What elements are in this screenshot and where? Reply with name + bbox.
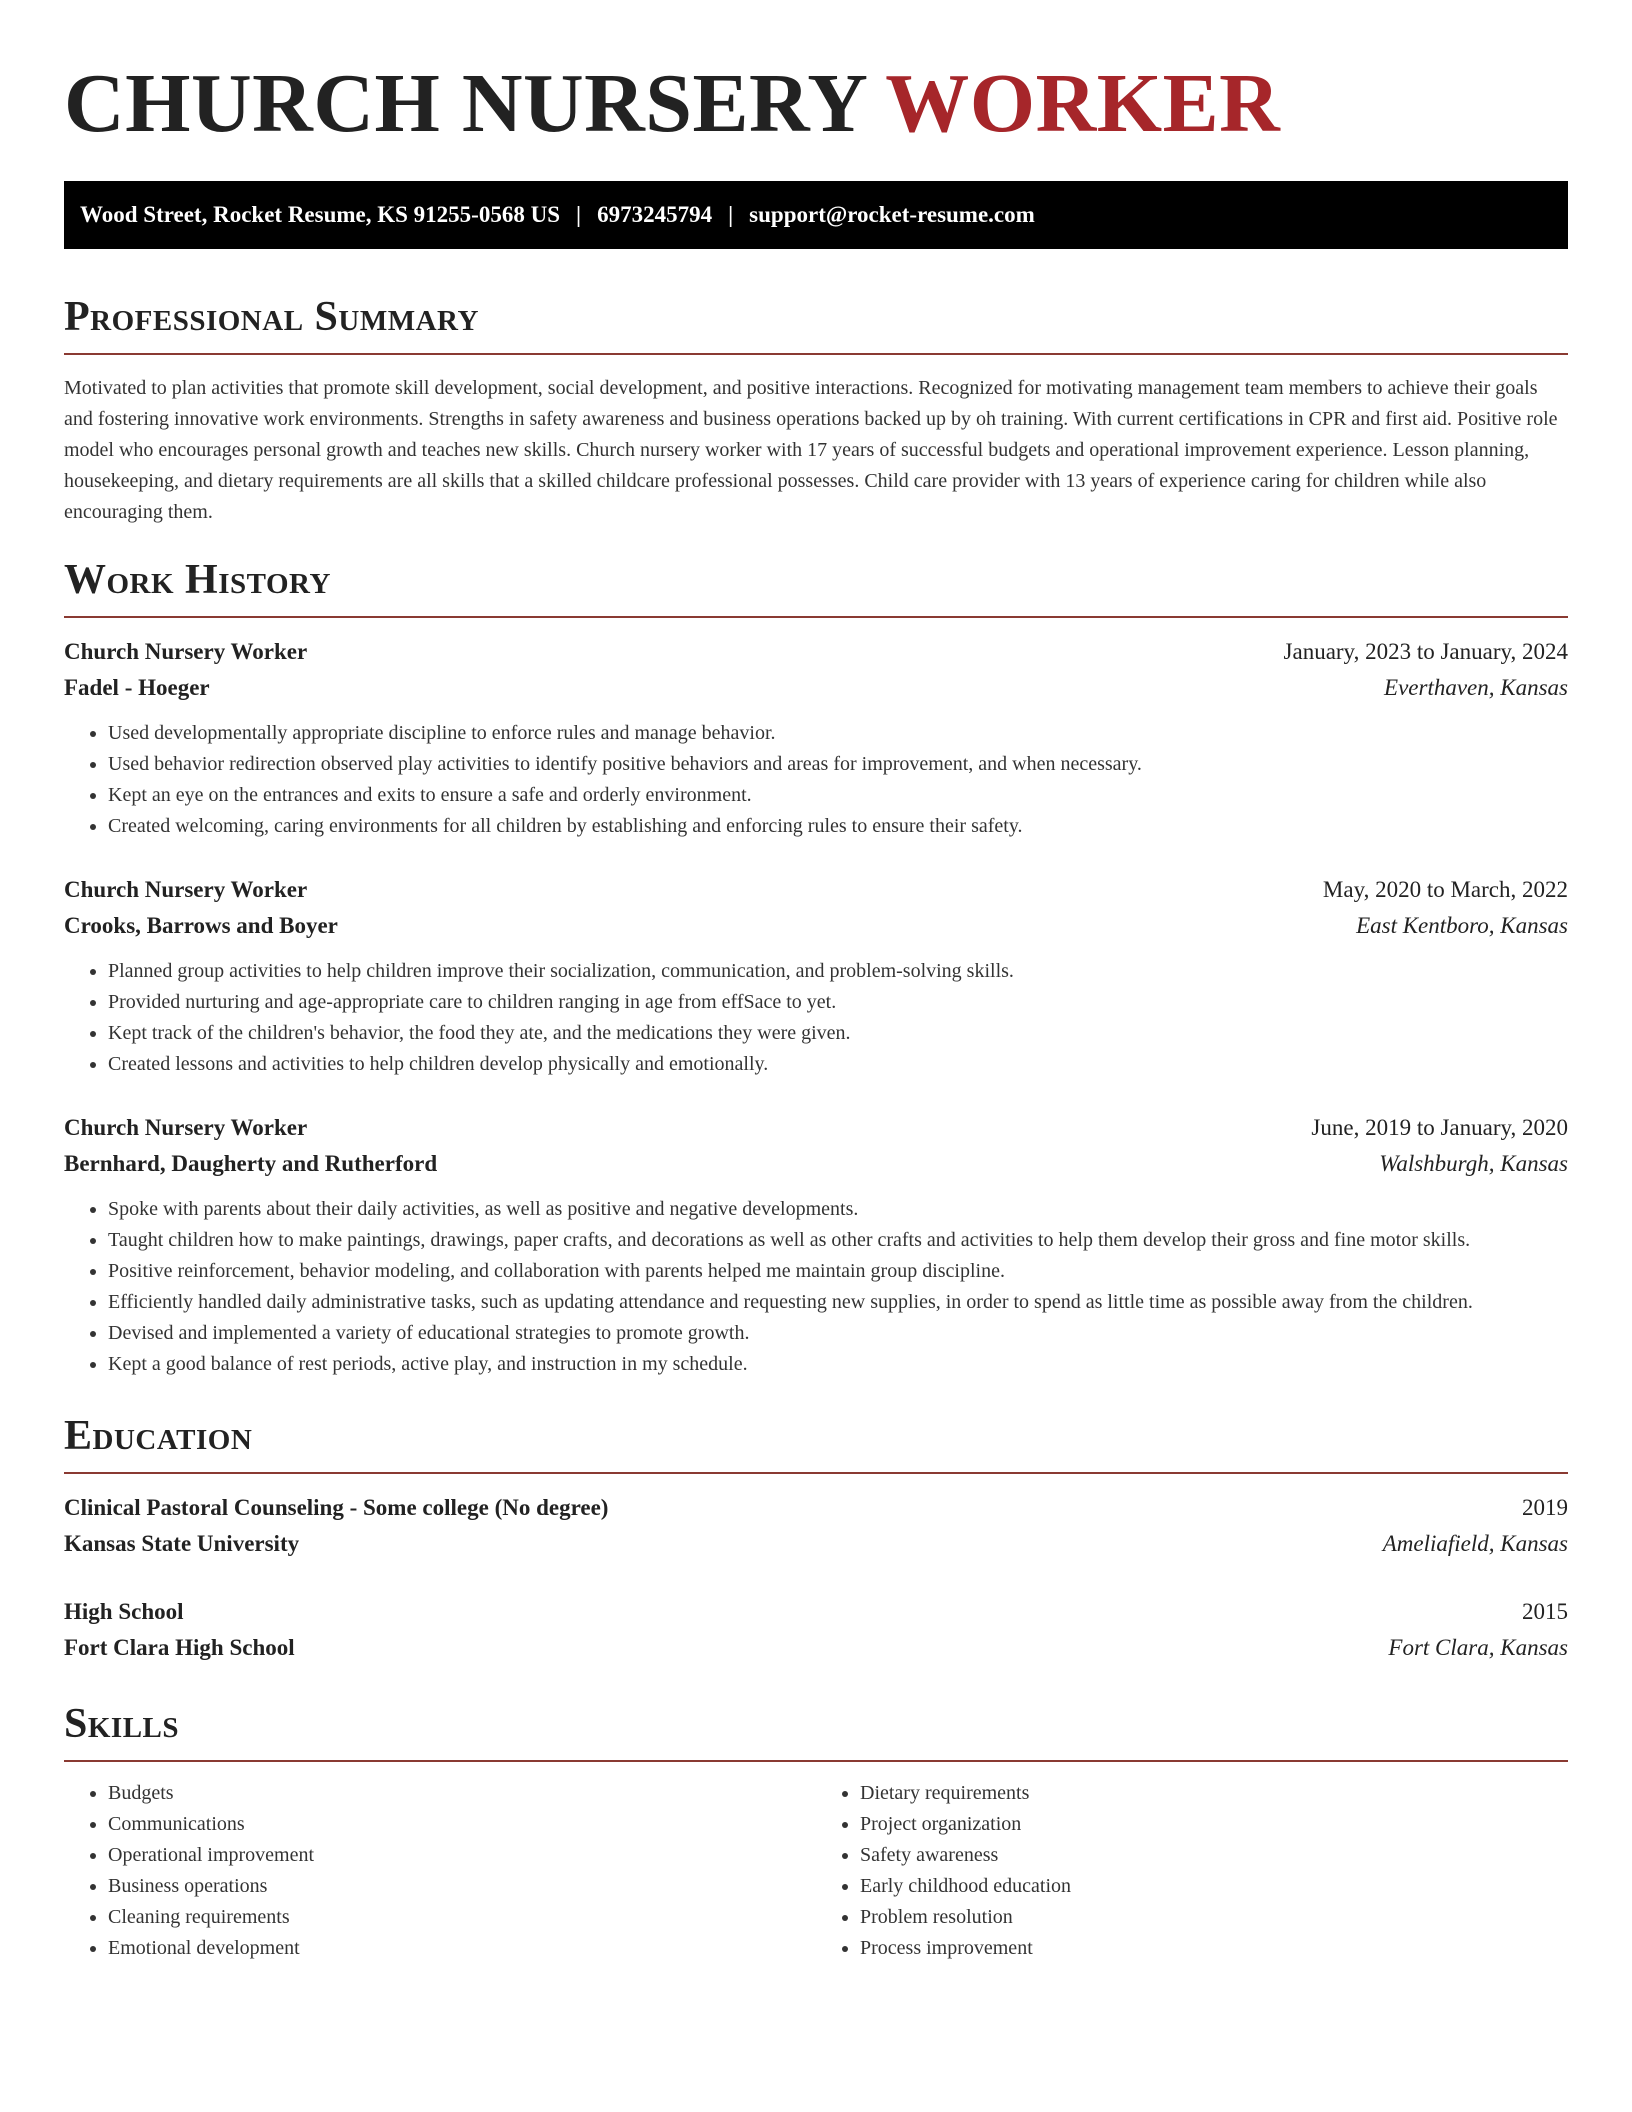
skills-column-right	[816, 1778, 1568, 1964]
job-entry	[64, 872, 1568, 1080]
job-dates: June, 2019 to January, 2020	[1311, 1114, 1568, 1140]
list-item: • Planned group activities to help children improve their socialization, communication, and problem-solving skills.	[108, 956, 1568, 987]
skills-column-left	[64, 1778, 816, 1964]
skill-item: • Emotional development	[108, 1933, 816, 1964]
list-item: • Kept a good balance of rest periods, active play, and instruction in my schedule.	[108, 1349, 1568, 1380]
education-entry	[64, 1594, 1568, 1666]
education-school: Fort Clara High School	[64, 1634, 295, 1660]
job-company: Bernhard, Daugherty and Rutherford	[64, 1150, 438, 1176]
contact-separator: |	[728, 201, 734, 227]
education-year: 2019	[1522, 1494, 1568, 1520]
education-degree: Clinical Pastoral Counseling - Some college (No degree)	[64, 1494, 609, 1520]
job-entry	[64, 634, 1568, 842]
education-location: Ameliafield, Kansas	[1382, 1530, 1568, 1556]
list-item: • Efficiently handled daily administrative tasks, such as updating attendance and requesting new supplies, in order to spend as little time as possible away from the children.	[108, 1287, 1568, 1318]
job-position: Church Nursery Worker	[64, 638, 308, 664]
job-company: Crooks, Barrows and Boyer	[64, 912, 338, 938]
skill-item: • Safety awareness	[860, 1840, 1568, 1871]
list-item: • Created welcoming, caring environments for all children by establishing and enforcing rules to ensure their safety.	[108, 811, 1568, 842]
contact-phone: 6973245794	[597, 201, 713, 227]
skill-item: • Dietary requirements	[860, 1778, 1568, 1809]
section-title-summary: Professional Summary	[64, 293, 1568, 355]
skill-item: • Problem resolution	[860, 1902, 1568, 1933]
education-location: Fort Clara, Kansas	[1388, 1634, 1568, 1660]
job-position: Church Nursery Worker	[64, 876, 308, 902]
section-title-skills: Skills	[64, 1700, 1568, 1762]
job-location: Walshburgh, Kansas	[1379, 1150, 1568, 1176]
summary-text: Motivated to plan activities that promote skill development, social development, and positive interactions. Recognized for motivating management team members to achieve their goals and fostering innovative work environments. Strengths in safety awareness and business operations backed up by oh training. With current certifications in CPR and first aid. Positive role model who encourages personal growth and teaches new skills. Church nursery worker with 17 years of successful budgets and operational improvement experience. Lesson planning, housekeeping, and dietary requirements are all skills that a skilled childcare professional possesses. Child care provider with 13 years of experience caring for children while also encouraging them.	[64, 376, 1558, 523]
skill-item: • Project organization	[860, 1809, 1568, 1840]
job-bullets	[64, 956, 1568, 1080]
skill-item: • Cleaning requirements	[108, 1902, 816, 1933]
name-accent: WORKER	[885, 57, 1281, 150]
skill-item: • Process improvement	[860, 1933, 1568, 1964]
list-item: • Kept an eye on the entrances and exits to ensure a safe and orderly environment.	[108, 780, 1568, 811]
skill-item: • Business operations	[108, 1871, 816, 1902]
education-entry	[64, 1490, 1568, 1562]
list-item: • Provided nurturing and age-appropriate care to children ranging in age from effSace to yet.	[108, 987, 1568, 1018]
list-item: • Used behavior redirection observed play activities to identify positive behaviors and areas for improvement, and when necessary.	[108, 749, 1568, 780]
list-item: • Kept track of the children's behavior, the food they ate, and the medications they were given.	[108, 1018, 1568, 1049]
skills-grid	[64, 1778, 1568, 1964]
list-item: • Spoke with parents about their daily activities, as well as positive and negative developments.	[108, 1194, 1568, 1225]
education-school: Kansas State University	[64, 1530, 300, 1556]
section-title-education: Education	[64, 1412, 1568, 1474]
skill-item: • Operational improvement	[108, 1840, 816, 1871]
job-bullets	[64, 1194, 1568, 1380]
skill-item: • Communications	[108, 1809, 816, 1840]
name-main: CHURCH NURSERY	[64, 57, 866, 150]
contact-email: support@rocket-resume.com	[749, 201, 1035, 227]
job-bullets	[64, 718, 1568, 842]
list-item: • Taught children how to make paintings, drawings, paper crafts, and decorations as well as other crafts and activities to help them develop their gross and fine motor skills.	[108, 1225, 1568, 1256]
job-location: Everthaven, Kansas	[1384, 674, 1568, 700]
list-item: • Used developmentally appropriate discipline to enforce rules and manage behavior.	[108, 718, 1568, 749]
job-position: Church Nursery Worker	[64, 1114, 308, 1140]
candidate-name	[64, 56, 1568, 153]
resume-page	[0, 56, 1632, 2112]
list-item: • Created lessons and activities to help children develop physically and emotionally.	[108, 1049, 1568, 1080]
job-dates: January, 2023 to January, 2024	[1283, 638, 1568, 664]
skill-item: • Budgets	[108, 1778, 816, 1809]
job-company: Fadel - Hoeger	[64, 674, 210, 700]
contact-bar	[64, 181, 1568, 249]
section-title-work: Work History	[64, 556, 1568, 618]
skill-item: • Early childhood education	[860, 1871, 1568, 1902]
education-year: 2015	[1522, 1598, 1568, 1624]
job-location: East Kentboro, Kansas	[1356, 912, 1568, 938]
education-degree: High School	[64, 1598, 184, 1624]
job-entry	[64, 1110, 1568, 1380]
list-item: • Devised and implemented a variety of educational strategies to promote growth.	[108, 1318, 1568, 1349]
contact-address: Wood Street, Rocket Resume, KS 91255-0568 US	[80, 201, 560, 227]
contact-separator: |	[576, 201, 582, 227]
list-item: • Positive reinforcement, behavior modeling, and collaboration with parents helped me maintain group discipline.	[108, 1256, 1568, 1287]
job-dates: May, 2020 to March, 2022	[1322, 876, 1568, 902]
